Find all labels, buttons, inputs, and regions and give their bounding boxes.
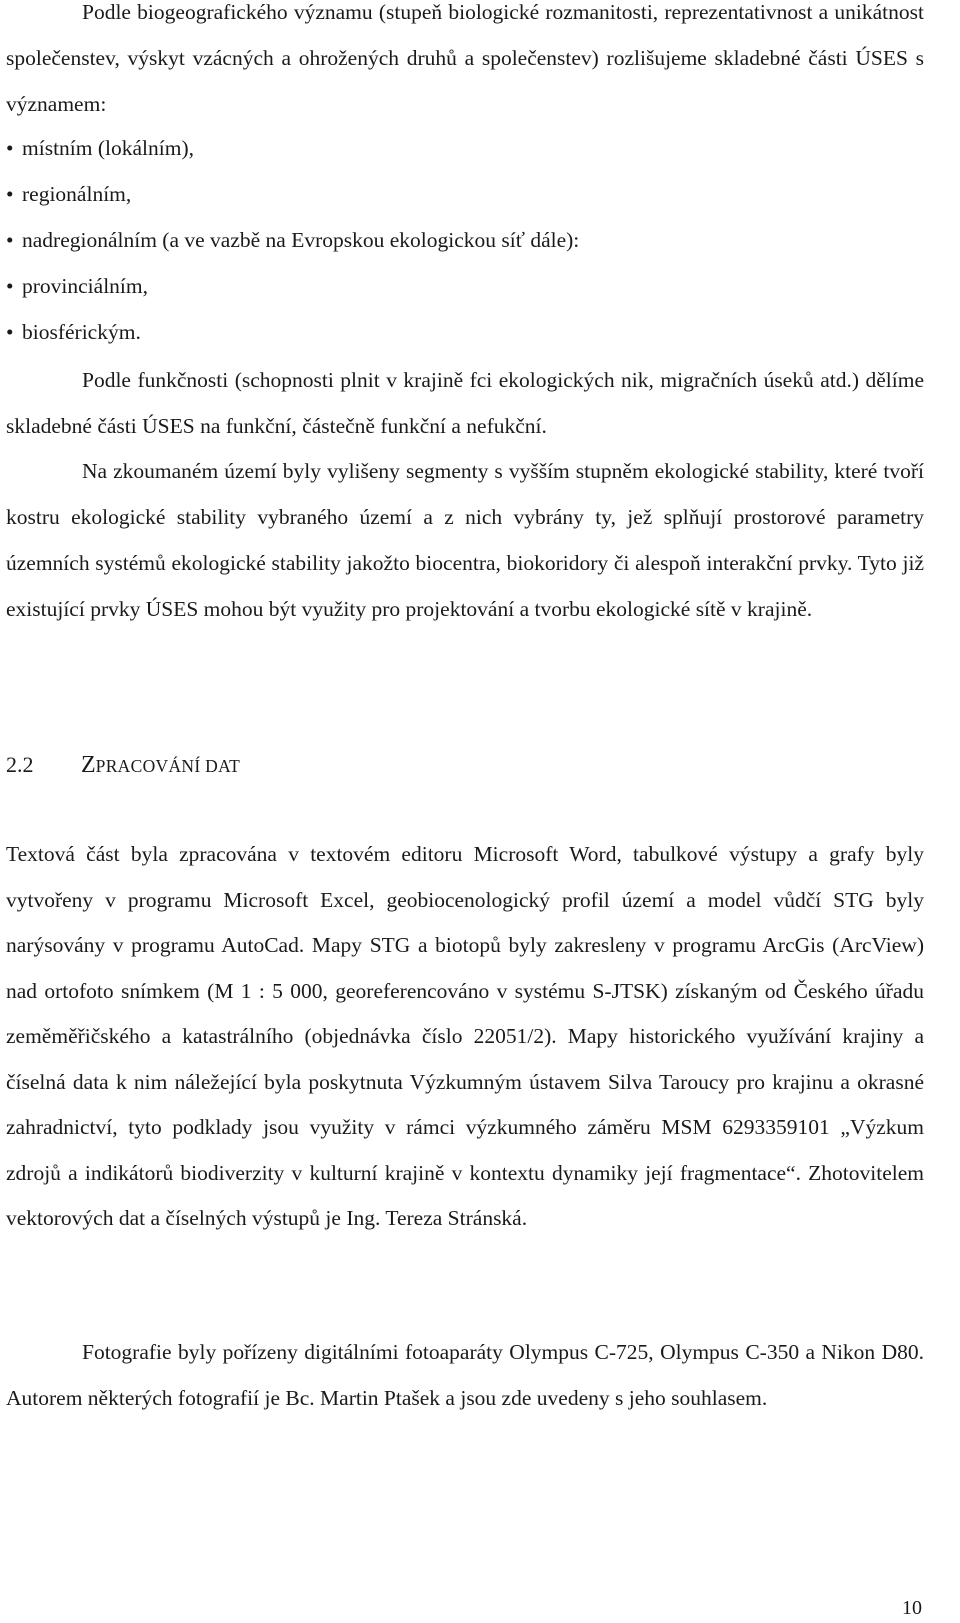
list-item: • provinciálním, — [6, 263, 579, 309]
bullet-icon: • — [6, 182, 14, 206]
paragraph-photographs: Fotografie byly pořízeny digitálními fotoaparáty Olympus C-725, Olympus C-350 a Nikon D80. Autorem některých fotografií je Bc. Martin Ptašek a jsou zde uvedeny s jeho souhlasem. — [6, 1340, 924, 1410]
bullet-icon: • — [6, 320, 14, 344]
list-item: • nadregionálním (a ve vazbě na Evropskou ekologickou síť dále): — [6, 217, 579, 263]
section-title-initial: Z — [81, 752, 96, 778]
page-number: 10 — [902, 1597, 922, 1619]
paragraph-biogeographic-significance: Podle biogeografického významu (stupeň biologické rozmanitosti, reprezentativnost a unikátnost společenstev, výskyt vzácných a ohrožených druhů a společenstev) rozlišujeme skladebné části ÚSES s významem: — [6, 0, 924, 116]
bullet-icon: • — [6, 136, 14, 160]
section-number: 2.2 — [6, 752, 34, 777]
significance-list — [6, 125, 579, 355]
paragraph-data-processing: Textová část byla zpracována v textovém editoru Microsoft Word, tabulkové výstupy a grafy byly vytvořeny v programu Microsoft Excel, geobiocenologický profil území a model vůdčí STG byly narýsovány v programu AutoCad. Mapy STG a biotopů byly zakresleny v programu ArcGis (ArcView) nad ortofoto snímkem (M 1 : 5 000, georeferencováno v systému S-JTSK) získaným od Českého úřadu zeměměřičského a katastrálního (objednávka číslo 22051/2). Mapy historického využívání krajiny a číselná data k nim náležející byla poskytnuta Výzkumným ústavem Silva Taroucy pro krajinu a okrasné zahradnictví, tyto podklady jsou využity v rámci výzkumného záměru MSM 6293359101 „Výzkum zdrojů a indikátorů biodiverzity v kulturní krajině v kontextu dynamiky její fragmentace“. Zhotovitelem vektorových dat a číselných výstupů je Ing. Tereza Stránská. — [6, 842, 924, 1230]
section-heading — [6, 752, 240, 779]
list-item: • regionálním, — [6, 171, 579, 217]
list-item: • biosférickým. — [6, 309, 579, 355]
paragraph-study-area-segments: Na zkoumaném území byly vylišeny segmenty s vyšším stupněm ekologické stability, které tvoří kostru ekologické stability vybraného území a z nich vybrány ty, jež splňují prostorové parametry územních systémů ekologické stability jakožto biocentra, biokoridory či alespoň interakční prvky. Tyto již existující prvky ÚSES mohou být využity pro projektování a tvorbu ekologické sítě v krajině. — [6, 459, 924, 621]
bullet-icon: • — [6, 274, 14, 298]
list-item: • místním (lokálním), — [6, 125, 579, 171]
section-title: PRACOVÁNÍ DAT — [95, 756, 241, 776]
bullet-icon: • — [6, 228, 14, 252]
paragraph-functionality: Podle funkčnosti (schopnosti plnit v krajině fci ekologických nik, migračních úseků atd.) dělíme skladebné části ÚSES na funkční, částečně funkční a nefukční. — [6, 368, 924, 438]
